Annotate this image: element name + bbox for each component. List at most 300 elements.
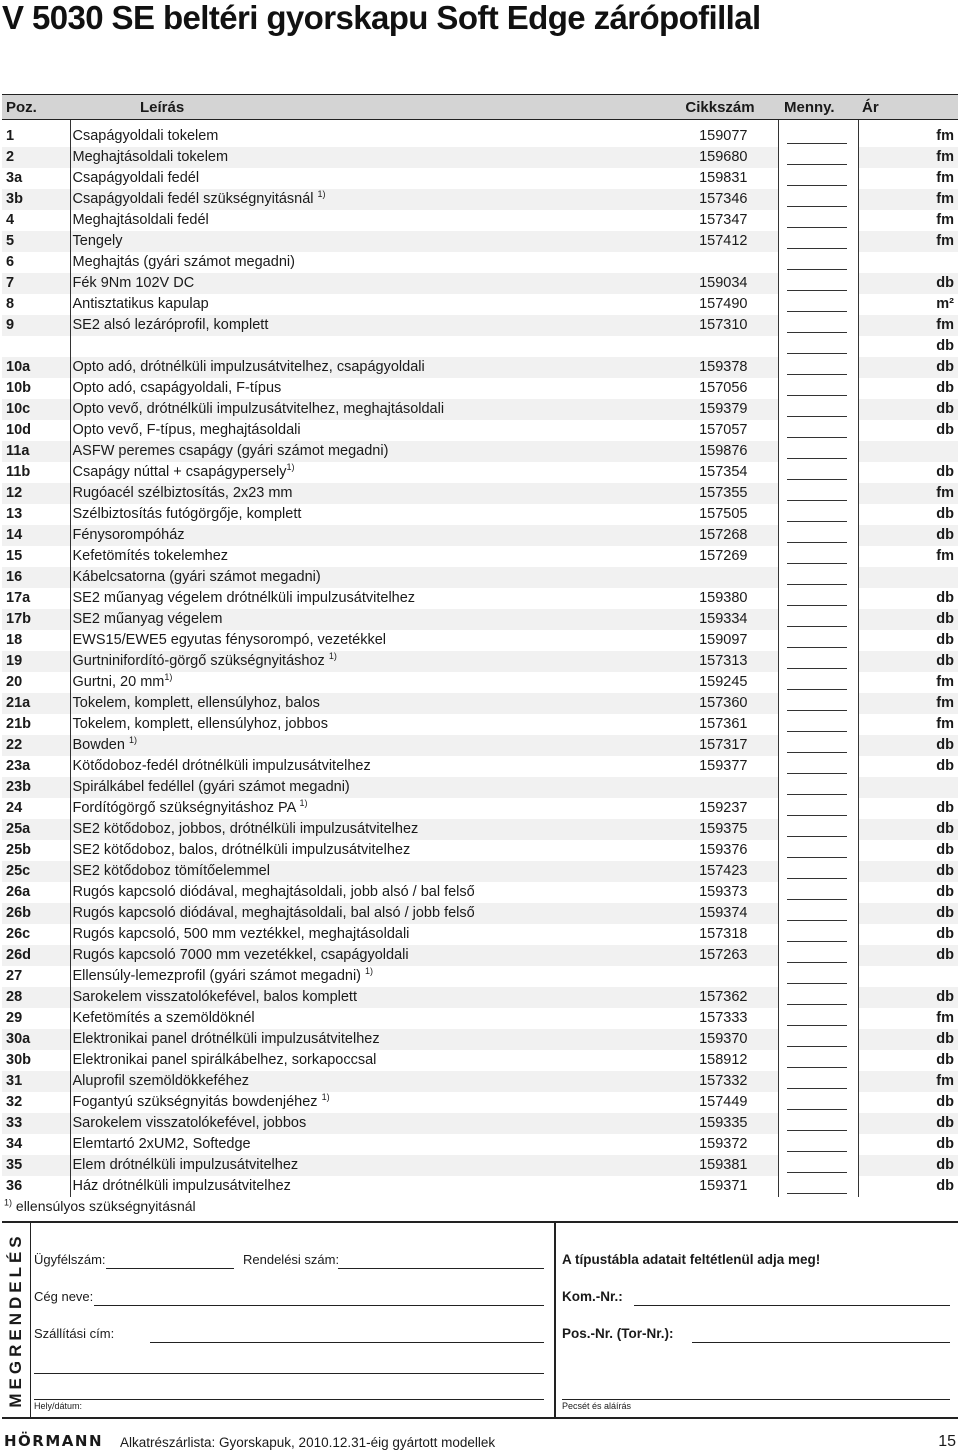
row-code: 157423	[662, 861, 778, 882]
table-row	[2, 714, 958, 735]
row-qty-field[interactable]	[778, 462, 858, 483]
kom-nr-field[interactable]	[634, 1305, 950, 1306]
stamp-sign-field[interactable]	[562, 1399, 950, 1400]
row-desc-text: Elemtartó 2xUM2, Softedge	[72, 1136, 251, 1152]
row-desc-text: Bowden	[72, 737, 129, 753]
row-qty-field[interactable]	[778, 630, 858, 651]
row-unit: fm	[858, 231, 958, 252]
row-qty-field[interactable]	[778, 378, 858, 399]
row-qty-field[interactable]	[778, 693, 858, 714]
row-qty-field[interactable]	[778, 1092, 858, 1113]
row-desc-text: Rugós kapcsoló diódával, meghajtásoldali, jobb alsó / bal felső	[72, 884, 475, 900]
row-desc	[70, 357, 662, 378]
qty-underline	[787, 759, 847, 774]
row-qty-field[interactable]	[778, 987, 858, 1008]
row-unit: db	[858, 525, 958, 546]
row-desc-text: SE2 kötődoboz, balos, drótnélküli impulzusátvitelhez	[72, 842, 411, 858]
row-qty-field[interactable]	[778, 315, 858, 336]
row-desc-text: Fék 9Nm 102V DC	[72, 275, 195, 291]
row-desc	[70, 1155, 662, 1176]
delivery-address-field-2[interactable]	[34, 1373, 544, 1374]
delivery-address-label: Szállítási cím:	[34, 1326, 115, 1341]
row-pos: 30b	[6, 1052, 31, 1068]
qty-underline	[787, 780, 847, 795]
table-row	[2, 693, 958, 714]
row-desc-text: Aluprofil szemöldökkeféhez	[72, 1073, 250, 1089]
row-unit: db	[858, 756, 958, 777]
row-desc-text: Kefetömítés a szemöldöknél	[72, 1010, 255, 1026]
table-row	[2, 315, 958, 336]
order-side-label	[2, 1223, 31, 1417]
pos-nr-field[interactable]	[692, 1342, 950, 1343]
row-unit	[858, 252, 958, 273]
pos-nr-label: Pos.-Nr. (Tor-Nr.):	[562, 1326, 674, 1341]
table-row	[2, 294, 958, 315]
row-qty-field[interactable]	[778, 1071, 858, 1092]
qty-underline	[787, 381, 847, 396]
row-desc	[70, 546, 662, 567]
qty-underline	[787, 717, 847, 732]
row-desc-text: EWS15/EWE5 egyutas fénysorompó, vezetékkel	[72, 632, 387, 648]
row-unit: db	[858, 1176, 958, 1197]
row-qty-field[interactable]	[778, 861, 858, 882]
row-code: 157332	[662, 1071, 778, 1092]
row-pos: 35	[2, 1155, 70, 1176]
row-unit: fm	[858, 210, 958, 231]
row-pos: 31	[2, 1071, 70, 1092]
row-desc	[70, 924, 662, 945]
row-desc	[70, 189, 662, 210]
row-pos: 20	[6, 674, 23, 690]
row-pos: 6	[6, 254, 15, 270]
row-qty-field[interactable]	[778, 945, 858, 966]
row-qty-field[interactable]	[778, 504, 858, 525]
row-code: 159378	[662, 357, 778, 378]
qty-underline	[787, 927, 847, 942]
row-qty-field[interactable]	[778, 546, 858, 567]
row-code: 159371	[662, 1176, 778, 1197]
row-unit: db	[858, 945, 958, 966]
row-desc-text: Ellensúly-lemezprofil (gyári számot megadni)	[72, 968, 366, 984]
table-row	[2, 357, 958, 378]
row-pos: 15	[6, 548, 23, 564]
table-row	[2, 1008, 958, 1029]
order-form	[2, 1221, 958, 1419]
row-desc-text: Kötődoboz-fedél drótnélküli impulzusátvitelhez	[72, 758, 371, 774]
table-row	[2, 273, 958, 294]
qty-underline	[787, 864, 847, 879]
row-code: 157362	[662, 987, 778, 1008]
row-pos: 32	[6, 1094, 23, 1110]
row-qty-field[interactable]	[778, 672, 858, 693]
footnote	[4, 1198, 196, 1214]
table-row	[2, 483, 958, 504]
row-code: 159034	[662, 273, 778, 294]
row-desc-text: Tengely	[72, 233, 123, 249]
table-row	[2, 735, 958, 756]
row-qty-field[interactable]	[778, 903, 858, 924]
row-qty-field[interactable]	[778, 252, 858, 273]
row-code: 159680	[662, 147, 778, 168]
row-code: 159379	[662, 399, 778, 420]
hormann-logo: HÖRMANN	[4, 1432, 103, 1450]
row-code: 158912	[662, 1050, 778, 1071]
row-qty-field[interactable]	[778, 1029, 858, 1050]
qty-underline	[787, 549, 847, 564]
row-code: 159375	[662, 819, 778, 840]
row-desc-text: Meghajtás (gyári számot megadni)	[72, 254, 295, 270]
row-desc-text: Rugós kapcsoló diódával, meghajtásoldali, bal alsó / jobb felső	[72, 905, 475, 921]
table-row	[2, 945, 958, 966]
table-row	[2, 252, 958, 273]
row-code: 159372	[662, 1134, 778, 1155]
row-qty-field[interactable]	[778, 168, 858, 189]
order-side-label-text: MEGRENDELÉS	[6, 1232, 25, 1408]
customer-no-label: Ügyfélszám:	[34, 1252, 106, 1267]
row-qty-field[interactable]	[778, 231, 858, 252]
row-pos: 16	[2, 567, 70, 588]
row-desc	[70, 525, 662, 546]
row-unit: db	[858, 1050, 958, 1071]
qty-underline	[787, 1011, 847, 1026]
table-row	[2, 756, 958, 777]
row-pos: 26b	[2, 903, 70, 924]
qty-underline	[787, 150, 847, 165]
row-qty-field[interactable]	[778, 1050, 858, 1071]
row-unit: fm	[858, 120, 958, 148]
row-desc	[70, 168, 662, 189]
table-row	[2, 882, 958, 903]
table-row	[2, 189, 958, 210]
row-desc	[70, 294, 662, 315]
qty-underline	[787, 612, 847, 627]
row-unit: db	[858, 420, 958, 441]
row-qty-field[interactable]	[778, 756, 858, 777]
row-desc	[70, 1092, 662, 1113]
row-desc-text: Fordítógörgő szükségnyitáshoz PA	[72, 800, 300, 816]
table-row	[2, 1134, 958, 1155]
row-unit	[858, 966, 958, 987]
header-desc: Leírás	[70, 95, 662, 120]
qty-underline	[787, 633, 847, 648]
qty-underline	[787, 969, 847, 984]
row-unit: db	[858, 357, 958, 378]
row-desc	[70, 378, 662, 399]
customer-no-field[interactable]	[106, 1268, 234, 1269]
row-unit: db	[858, 1092, 958, 1113]
row-qty-field[interactable]	[778, 147, 858, 168]
row-desc	[70, 1113, 662, 1134]
row-pos: 26a	[6, 884, 31, 900]
row-desc-text: Fogantyú szükségnyitás bowdenjéhez	[72, 1094, 322, 1110]
qty-underline	[787, 171, 847, 186]
row-desc	[70, 1176, 662, 1197]
table-row	[2, 147, 958, 168]
footer-text: Alkatrészárlista: Gyorskapuk, 2010.12.31-éig gyártott modellek	[120, 1435, 496, 1450]
row-desc	[70, 735, 662, 756]
delivery-address-field-1[interactable]	[150, 1342, 544, 1343]
row-pos: 8	[6, 296, 15, 312]
row-pos: 29	[6, 1010, 23, 1026]
row-unit: db	[858, 273, 958, 294]
row-unit: fm	[858, 714, 958, 735]
row-qty-field[interactable]	[778, 777, 858, 798]
qty-underline	[787, 591, 847, 606]
stamp-sign-label: Pecsét és aláírás	[562, 1401, 632, 1411]
row-desc	[70, 252, 662, 273]
qty-underline	[787, 1095, 847, 1110]
table-row	[2, 861, 958, 882]
qty-underline	[787, 129, 847, 144]
row-qty-field[interactable]	[778, 924, 858, 945]
row-qty-field[interactable]	[778, 1134, 858, 1155]
row-pos: 19	[2, 651, 70, 672]
qty-underline	[787, 885, 847, 900]
qty-underline	[787, 1053, 847, 1068]
row-code	[662, 336, 778, 357]
qty-underline	[787, 423, 847, 438]
parts-table	[2, 94, 958, 1197]
row-unit: db	[858, 987, 958, 1008]
row-code: 157347	[662, 210, 778, 231]
row-unit: db	[858, 861, 958, 882]
row-desc-text: ASFW peremes csapágy (gyári számot megadni)	[72, 443, 389, 459]
row-qty-field[interactable]	[778, 525, 858, 546]
row-code	[662, 567, 778, 588]
table-row	[2, 1176, 958, 1197]
table-row	[2, 1092, 958, 1113]
table-row	[2, 609, 958, 630]
row-desc	[70, 798, 662, 819]
row-desc-text: Elektronikai panel drótnélküli impulzusátvitelhez	[72, 1031, 380, 1047]
row-qty-field[interactable]	[778, 294, 858, 315]
row-pos: 3b	[2, 189, 70, 210]
qty-underline	[787, 1116, 847, 1131]
table-row	[2, 1050, 958, 1071]
row-desc-text: Rugós kapcsoló, 500 mm veztékkel, meghajtásoldali	[72, 926, 410, 942]
row-qty-field[interactable]	[778, 441, 858, 462]
order-no-label: Rendelési szám:	[243, 1252, 340, 1267]
row-code: 159374	[662, 903, 778, 924]
row-pos: 3a	[6, 170, 23, 186]
table-row	[2, 399, 958, 420]
row-desc-text: Rugós kapcsoló 7000 mm vezetékkel, csapágyoldali	[72, 947, 409, 963]
order-no-field[interactable]	[338, 1268, 544, 1269]
row-pos: 10b	[6, 380, 31, 396]
row-pos: 7	[2, 273, 70, 294]
row-desc-text: Elektronikai panel spirálkábelhez, sorkapoccsal	[72, 1052, 377, 1068]
qty-underline	[787, 402, 847, 417]
table-row	[2, 462, 958, 483]
row-pos: 10a	[2, 357, 70, 378]
row-pos: 25a	[2, 819, 70, 840]
place-date-field[interactable]	[34, 1399, 544, 1400]
row-qty-field[interactable]	[778, 819, 858, 840]
table-row	[2, 420, 958, 441]
row-unit: fm	[858, 147, 958, 168]
row-qty-field[interactable]	[778, 210, 858, 231]
row-desc	[70, 1008, 662, 1029]
row-desc-text: Antisztatikus kapulap	[72, 296, 209, 312]
row-desc	[70, 630, 662, 651]
row-footnote-marker: 1)	[299, 798, 308, 809]
row-footnote-marker: 1)	[317, 189, 326, 200]
qty-underline	[787, 276, 847, 291]
row-qty-field[interactable]	[778, 588, 858, 609]
row-qty-field[interactable]	[778, 273, 858, 294]
qty-underline	[787, 318, 847, 333]
table-row	[2, 1029, 958, 1050]
row-qty-field[interactable]	[778, 840, 858, 861]
row-unit: fm	[858, 168, 958, 189]
row-code: 157505	[662, 504, 778, 525]
row-qty-field[interactable]	[778, 120, 858, 148]
row-pos: 9	[2, 315, 70, 336]
row-desc-text: Csapágyoldali fedél szükségnyitásnál	[72, 191, 318, 207]
row-desc	[70, 966, 662, 987]
row-code: 157313	[662, 651, 778, 672]
row-code: 159334	[662, 609, 778, 630]
page-title: V 5030 SE beltéri gyorskapu Soft Edge zárópofillal	[2, 0, 761, 36]
company-field[interactable]	[94, 1305, 544, 1306]
row-unit: db	[858, 924, 958, 945]
row-code	[662, 252, 778, 273]
row-desc-text: Elem drótnélküli impulzusátvitelhez	[72, 1157, 299, 1173]
table-row	[2, 924, 958, 945]
row-pos: 2	[2, 147, 70, 168]
row-pos: 4	[6, 212, 15, 228]
row-qty-field[interactable]	[778, 798, 858, 819]
table-row	[2, 441, 958, 462]
row-pos: 25c	[2, 861, 70, 882]
row-desc	[70, 273, 662, 294]
place-date-label: Hely/dátum:	[34, 1401, 83, 1411]
row-unit: fm	[858, 672, 958, 693]
row-unit: fm	[858, 546, 958, 567]
row-desc-text: Csapágyoldali fedél	[72, 170, 200, 186]
row-unit: db	[858, 1029, 958, 1050]
row-pos: 22	[2, 735, 70, 756]
table-row	[2, 798, 958, 819]
qty-underline	[787, 801, 847, 816]
row-desc	[70, 693, 662, 714]
row-footnote-marker: 1)	[321, 1092, 330, 1103]
qty-underline	[787, 990, 847, 1005]
qty-underline	[787, 1179, 847, 1194]
table-row	[2, 336, 958, 357]
row-code: 157263	[662, 945, 778, 966]
qty-underline	[787, 234, 847, 249]
row-unit: db	[858, 903, 958, 924]
row-desc-text: Csapágyoldali tokelem	[72, 128, 219, 144]
row-desc	[70, 987, 662, 1008]
row-qty-field[interactable]	[778, 336, 858, 357]
row-qty-field[interactable]	[778, 1155, 858, 1176]
row-qty-field[interactable]	[778, 420, 858, 441]
row-desc	[70, 210, 662, 231]
row-desc	[70, 231, 662, 252]
row-desc	[70, 609, 662, 630]
row-desc-text: Opto vevő, F-típus, meghajtásoldali	[72, 422, 301, 438]
row-code: 157449	[662, 1092, 778, 1113]
table-row	[2, 210, 958, 231]
row-pos: 11b	[6, 464, 31, 480]
row-qty-field[interactable]	[778, 714, 858, 735]
row-code: 159380	[662, 588, 778, 609]
row-pos: 5	[2, 231, 70, 252]
qty-underline	[787, 486, 847, 501]
row-desc	[70, 903, 662, 924]
header-pos: Poz.	[2, 95, 70, 120]
row-code: 157310	[662, 315, 778, 336]
qty-underline	[787, 444, 847, 459]
row-desc	[70, 462, 662, 483]
row-desc	[70, 1134, 662, 1155]
qty-underline	[787, 213, 847, 228]
kom-nr-label: Kom.-Nr.:	[562, 1289, 623, 1304]
row-desc-text: Kefetömítés tokelemhez	[72, 548, 229, 564]
row-qty-field[interactable]	[778, 735, 858, 756]
row-qty-field[interactable]	[778, 357, 858, 378]
row-qty-field[interactable]	[778, 483, 858, 504]
row-code: 159876	[662, 441, 778, 462]
table-header-row	[2, 95, 958, 120]
row-desc-text: Sarokelem visszatolókefével, jobbos	[72, 1115, 307, 1131]
row-desc	[70, 861, 662, 882]
row-code: 157317	[662, 735, 778, 756]
row-qty-field[interactable]	[778, 1113, 858, 1134]
row-desc	[70, 672, 662, 693]
row-qty-field[interactable]	[778, 189, 858, 210]
row-qty-field[interactable]	[778, 399, 858, 420]
row-desc-text: Sarokelem visszatolókefével, balos komplett	[72, 989, 357, 1005]
table-row	[2, 1155, 958, 1176]
row-desc-text: SE2 kötődoboz tömítőelemmel	[72, 863, 270, 879]
table-body	[2, 120, 958, 1198]
row-pos: 24	[6, 800, 23, 816]
row-code	[662, 966, 778, 987]
row-desc	[70, 336, 662, 357]
row-qty-field[interactable]	[778, 609, 858, 630]
row-code: 157412	[662, 231, 778, 252]
row-unit: db	[858, 819, 958, 840]
row-footnote-marker: 1)	[286, 462, 295, 473]
table-row	[2, 672, 958, 693]
row-desc	[70, 420, 662, 441]
row-qty-field[interactable]	[778, 882, 858, 903]
typeplate-note: A típustábla adatait feltétlenül adja meg!	[562, 1252, 821, 1267]
qty-underline	[787, 1137, 847, 1152]
table-row	[2, 504, 958, 525]
row-desc	[70, 777, 662, 798]
row-desc	[70, 1050, 662, 1071]
row-unit: db	[858, 735, 958, 756]
row-desc-text: Meghajtásoldali tokelem	[72, 149, 229, 165]
row-code: 159237	[662, 798, 778, 819]
row-qty-field[interactable]	[778, 567, 858, 588]
row-unit: db	[858, 882, 958, 903]
row-pos: 28	[2, 987, 70, 1008]
row-desc	[70, 882, 662, 903]
form-divider	[554, 1223, 556, 1417]
row-unit: fm	[858, 1008, 958, 1029]
row-pos: 23b	[2, 777, 70, 798]
row-qty-field[interactable]	[778, 651, 858, 672]
row-qty-field[interactable]	[778, 1008, 858, 1029]
row-code: 157354	[662, 462, 778, 483]
row-qty-field[interactable]	[778, 966, 858, 987]
row-qty-field[interactable]	[778, 1176, 858, 1197]
